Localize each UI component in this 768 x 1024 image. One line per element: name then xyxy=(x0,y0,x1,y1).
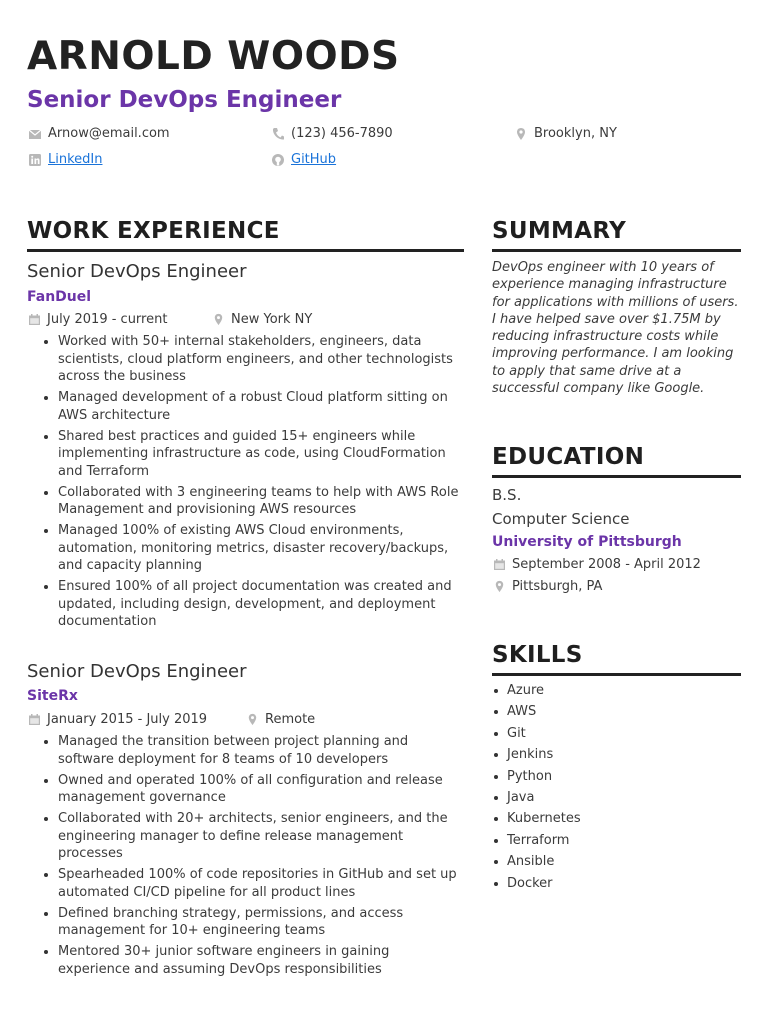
job-dates xyxy=(28,312,167,327)
skill-item: Ansible xyxy=(492,853,732,874)
location-text: Brooklyn, NY xyxy=(534,126,617,141)
list-item: Spearheaded 100% of code repositories in GitHub and set up automated CI/CD pipeline for all product lines xyxy=(42,866,464,901)
job-company: FanDuel xyxy=(27,289,92,305)
education-dates xyxy=(493,557,701,572)
list-item: Managed development of a robust Cloud platform sitting on AWS architecture xyxy=(42,389,464,424)
list-item: Owned and operated 100% of all configuration and release management governance xyxy=(42,772,464,807)
list-item: Collaborated with 3 engineering teams to help with AWS Role Management and provisioning AWS resources xyxy=(42,484,464,519)
contact-email xyxy=(28,126,170,141)
map-pin-icon xyxy=(514,127,528,141)
list-item: Shared best practices and guided 15+ engineers while implementing infrastructure as code, using CloudFormation and Terraform xyxy=(42,428,464,481)
contact-phone xyxy=(271,126,393,141)
contact-linkedin xyxy=(28,152,102,167)
linkedin-link[interactable]: LinkedIn xyxy=(48,152,103,167)
linkedin-icon xyxy=(28,153,42,167)
skill-item: Azure xyxy=(492,682,732,703)
github-link[interactable]: GitHub xyxy=(291,152,337,167)
map-pin-icon xyxy=(212,313,225,326)
education-location-text: Pittsburgh, PA xyxy=(512,579,603,594)
degree: B.S. xyxy=(492,486,522,504)
list-item: Managed the transition between project planning and software deployment for 8 teams of 10 developers xyxy=(42,733,464,768)
skill-item: Jenkins xyxy=(492,746,732,767)
work-experience-heading: WORK EXPERIENCE xyxy=(27,218,280,244)
job-title: Senior DevOps Engineer xyxy=(27,661,247,682)
job-dates-text: July 2019 - current xyxy=(47,312,168,327)
skill-item: Terraform xyxy=(492,832,732,853)
calendar-icon xyxy=(28,713,41,726)
skill-item: AWS xyxy=(492,703,732,724)
summary-heading: SUMMARY xyxy=(492,218,627,244)
list-item: Managed 100% of existing AWS Cloud environments, automation, monitoring metrics, disaster recovery/backups, and capacity planning xyxy=(42,522,464,575)
education-location xyxy=(493,579,602,594)
skill-item: Python xyxy=(492,768,732,789)
job-title: Senior DevOps Engineer xyxy=(27,261,247,282)
skill-item: Java xyxy=(492,789,732,810)
calendar-icon xyxy=(493,558,506,571)
education-heading: EDUCATION xyxy=(492,444,645,470)
education-rule xyxy=(492,475,741,478)
candidate-name: ARNOLD WOODS xyxy=(27,34,400,79)
field-of-study: Computer Science xyxy=(492,510,630,528)
calendar-icon xyxy=(28,313,41,326)
skill-item: Docker xyxy=(492,875,732,896)
job-location xyxy=(212,312,312,327)
phone-text: (123) 456-7890 xyxy=(291,126,393,141)
work-experience-rule xyxy=(27,249,464,252)
email-text: Arnow@email.com xyxy=(48,126,170,141)
candidate-title: Senior DevOps Engineer xyxy=(27,87,342,113)
github-icon xyxy=(271,153,285,167)
job-location xyxy=(246,712,315,727)
list-item: Ensured 100% of all project documentation was created and updated, including design, development, and deployment documentation xyxy=(42,578,464,631)
education-dates-text: September 2008 - April 2012 xyxy=(512,557,701,572)
school-name: University of Pittsburgh xyxy=(492,534,682,550)
skill-item: Git xyxy=(492,725,732,746)
list-item: Defined branching strategy, permissions, and access management for 10+ engineering teams xyxy=(42,905,464,940)
summary-text: DevOps engineer with 10 years of experience managing infrastructure for applications with millions of users. I have helped save over $1.75M by reducing infrastructure costs while improving performance. I am looking to apply that same drive at a successful company like Google. xyxy=(492,260,739,397)
map-pin-icon xyxy=(493,580,506,593)
job-dates-text: January 2015 - July 2019 xyxy=(47,712,208,727)
list-item: Collaborated with 20+ architects, senior engineers, and the engineering manager to define release management processes xyxy=(42,810,464,863)
phone-icon xyxy=(271,127,285,141)
summary-rule xyxy=(492,249,741,252)
skills-list xyxy=(492,682,732,896)
list-item: Worked with 50+ internal stakeholders, engineers, data scientists, cloud platform engineers, and other technologists across the business xyxy=(42,333,464,386)
map-pin-icon xyxy=(246,713,259,726)
job-location-text: New York NY xyxy=(231,312,313,327)
skills-heading: SKILLS xyxy=(492,642,583,668)
contact-location xyxy=(514,126,617,141)
skill-item: Kubernetes xyxy=(492,810,732,831)
job-dates xyxy=(28,712,207,727)
contact-github xyxy=(271,152,336,167)
envelope-icon xyxy=(28,127,42,141)
job-company: SiteRx xyxy=(27,688,78,704)
list-item: Mentored 30+ junior software engineers in gaining experience and assuming DevOps responsibilities xyxy=(42,943,464,978)
job-bullets xyxy=(42,733,464,982)
job-bullets xyxy=(42,333,464,634)
skills-rule xyxy=(492,673,741,676)
job-location-text: Remote xyxy=(265,712,316,727)
